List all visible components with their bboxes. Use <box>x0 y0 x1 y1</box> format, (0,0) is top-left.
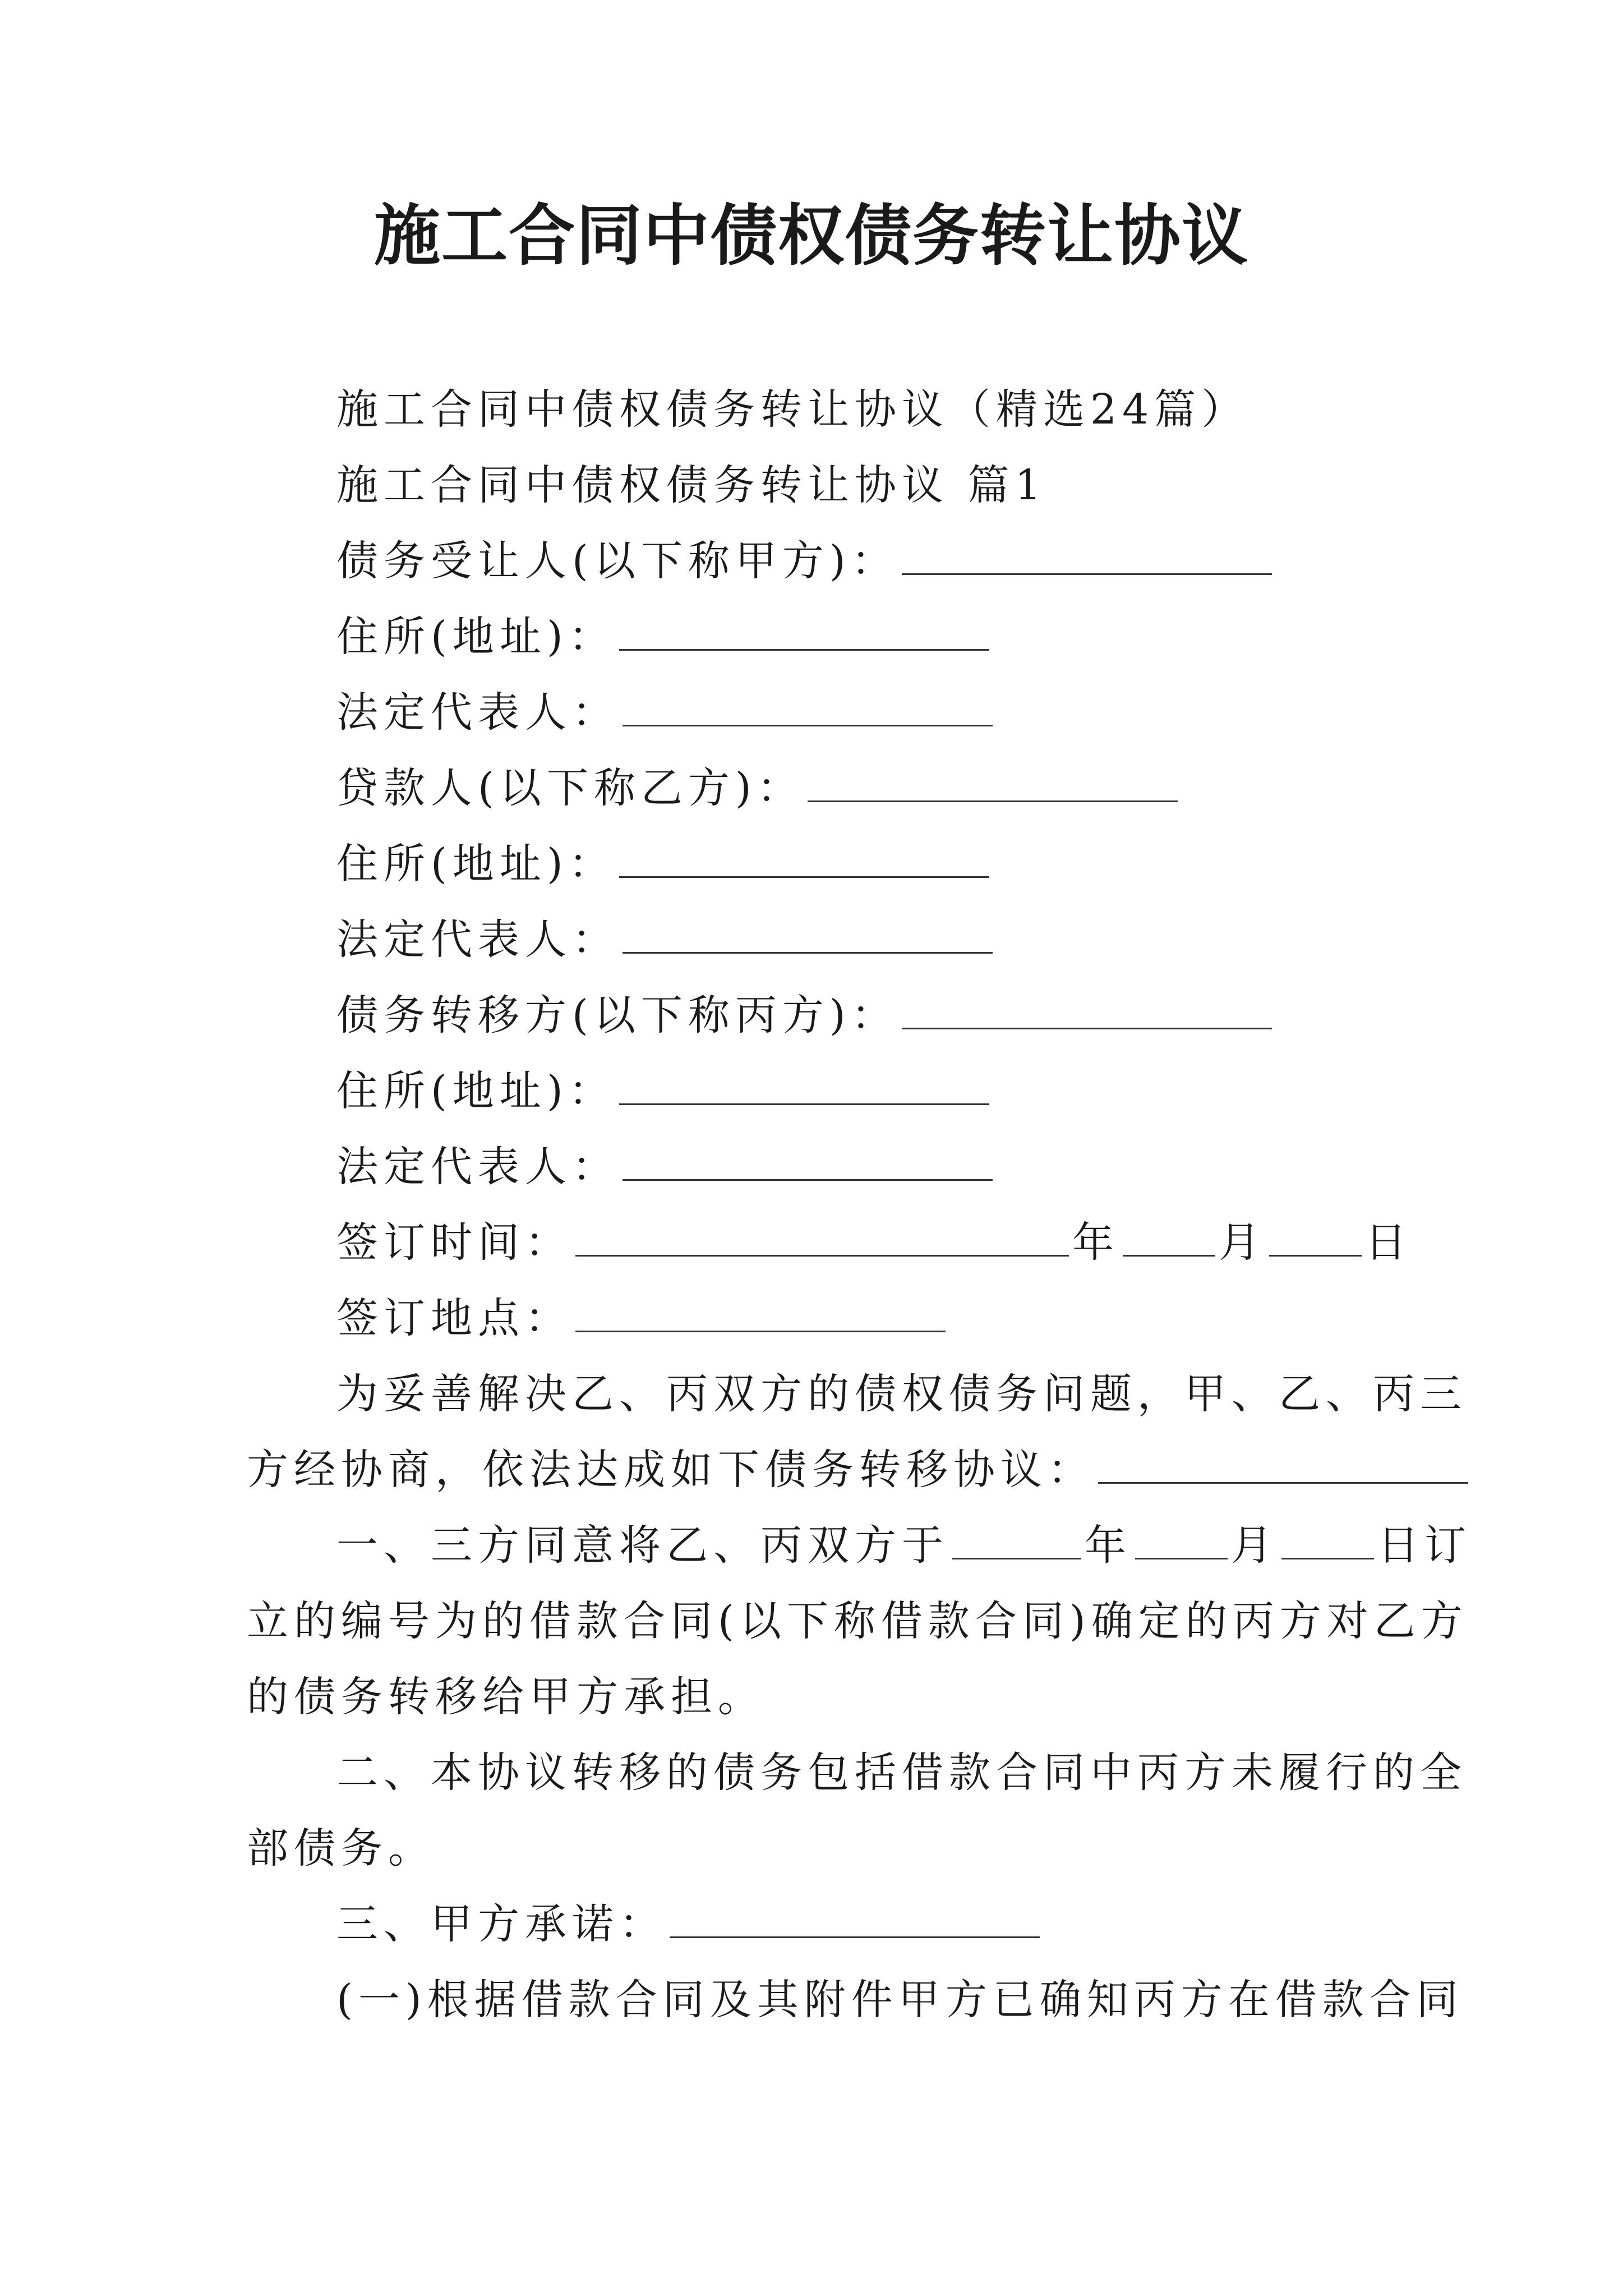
clause-3-blank[interactable] <box>670 1897 1040 1938</box>
party-c-address-row <box>336 1063 993 1119</box>
party-c-blank[interactable] <box>902 988 1272 1029</box>
clause-2-line-1: 二、本协议转移的债务包括借款合同中丙方未履行的全 <box>336 1749 1467 1797</box>
party-a-address-label: 住所(地址)： <box>336 613 616 661</box>
party-c-rep-label: 法定代表人： <box>336 1143 619 1191</box>
party-b-rep-row <box>336 912 996 968</box>
year-label: 年 <box>1072 1218 1119 1267</box>
clause-2-line-2: 部债务。 <box>247 1824 435 1872</box>
sign-place-blank[interactable] <box>575 1291 946 1332</box>
sign-place-row <box>336 1290 949 1346</box>
sign-time-label: 签订时间： <box>336 1218 572 1267</box>
party-b-blank[interactable] <box>808 761 1178 802</box>
intro-line-2: 方经协商，依法达成如下债务转移协议： <box>247 1446 1095 1494</box>
document-subtitle: 施工合同中债权债务转让协议（精选24篇） <box>336 385 1249 434</box>
party-c-rep-row <box>336 1139 996 1195</box>
party-a-address-row <box>336 609 993 665</box>
document-title: 施工合同中债权债务转让协议 <box>374 196 1249 274</box>
party-a-rep-row <box>336 684 996 740</box>
party-c-rep-blank[interactable] <box>623 1140 993 1181</box>
section-heading: 施工合同中债权债务转让协议 篇1 <box>336 461 1047 509</box>
clause-1-row <box>336 1517 1472 1573</box>
party-b-rep-label: 法定代表人： <box>336 915 619 964</box>
party-a-label: 债务受让人(以下称甲方)： <box>336 537 898 585</box>
sign-time-row <box>336 1214 1412 1271</box>
party-b-label: 贷款人(以下称乙方)： <box>336 764 804 812</box>
party-c-address-label: 住所(地址)： <box>336 1067 616 1115</box>
intro-blank[interactable] <box>1098 1443 1468 1484</box>
month-blank[interactable] <box>1123 1216 1215 1257</box>
intro-line-1: 为妥善解决乙、丙双方的债权债务问题，甲、乙、丙三 <box>336 1370 1467 1418</box>
day-label: 日 <box>1365 1218 1412 1267</box>
party-c-address-blank[interactable] <box>619 1064 989 1105</box>
party-a-blank[interactable] <box>902 534 1272 575</box>
clause-1-line-3: 的债务转移给甲方承担。 <box>247 1673 765 1721</box>
clause-3-1: (一)根据借款合同及其附件甲方已确知丙方在借款合同 <box>336 1976 1464 2024</box>
party-c-row <box>336 987 1275 1043</box>
clause-1-day: 日订 <box>1377 1521 1472 1570</box>
party-b-row <box>336 760 1181 816</box>
party-c-label: 债务转移方(以下称丙方)： <box>336 991 898 1039</box>
party-a-rep-label: 法定代表人： <box>336 688 619 737</box>
party-a-rep-blank[interactable] <box>623 685 993 726</box>
party-b-address-label: 住所(地址)： <box>336 840 616 888</box>
day-blank[interactable] <box>1269 1216 1362 1257</box>
party-b-address-blank[interactable] <box>619 837 989 878</box>
party-b-address-row <box>336 836 993 892</box>
clause-1-line-2: 立的编号为的借款合同(以下称借款合同)确定的丙方对乙方 <box>247 1597 1468 1645</box>
party-a-address-blank[interactable] <box>619 610 989 651</box>
party-b-rep-blank[interactable] <box>623 913 993 954</box>
sign-place-label: 签订地点： <box>336 1294 572 1342</box>
clause-1-month-blank[interactable] <box>1135 1519 1228 1559</box>
party-a-row <box>336 533 1275 589</box>
clause-3: 三、甲方承诺： <box>336 1900 666 1948</box>
clause-1-year-blank[interactable] <box>952 1519 1081 1559</box>
month-label: 月 <box>1219 1218 1266 1267</box>
clause-1-month: 月 <box>1231 1521 1278 1570</box>
clause-3-row <box>336 1896 1043 1952</box>
clause-1-year: 年 <box>1085 1521 1132 1570</box>
sign-time-blank[interactable] <box>575 1216 1069 1257</box>
intro-line-2-row <box>247 1442 1472 1498</box>
clause-1-day-blank[interactable] <box>1281 1519 1374 1559</box>
clause-1-start: 一、三方同意将乙、丙双方于 <box>336 1521 949 1570</box>
